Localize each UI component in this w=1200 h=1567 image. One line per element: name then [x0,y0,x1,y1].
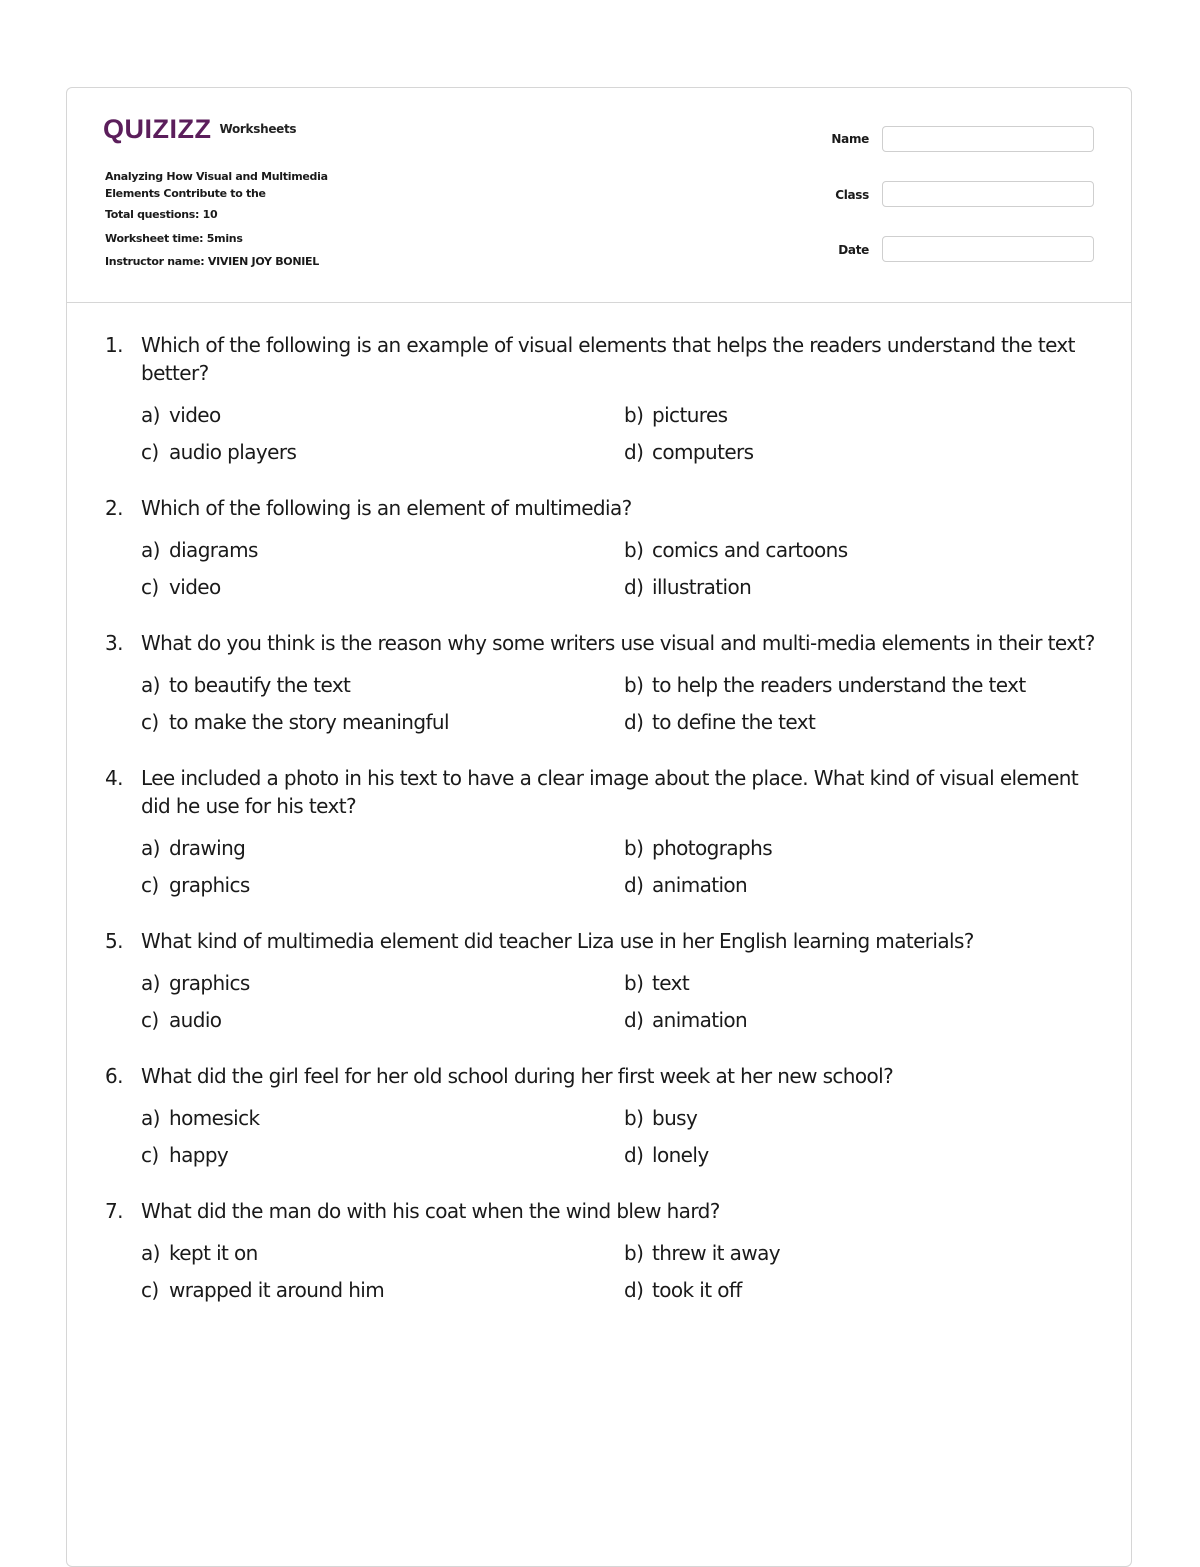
class-label: Class [835,188,869,202]
answer-options [141,969,1095,1034]
brand-subtitle: Worksheets [219,122,297,136]
class-field[interactable] [882,181,1094,207]
option-text: drawing [169,836,246,860]
total-questions: Total questions: 10 [105,208,218,221]
option-text: threw it away [652,1241,780,1265]
brand [103,114,296,144]
name-label: Name [831,132,869,146]
option-text: took it off [652,1278,742,1302]
question-6 [105,1062,1095,1169]
option-letter: d) [624,873,644,897]
option-letter: d) [624,1008,644,1032]
option-text: computers [652,440,754,464]
option-text: diagrams [169,538,258,562]
option-d[interactable] [624,871,1095,899]
option-letter: a) [141,971,160,995]
option-letter: a) [141,836,160,860]
question-text: Lee included a photo in his text to have a clear image about the place. What kind of visual element did he use for his text? [141,766,1079,818]
option-letter: d) [624,575,644,599]
option-letter: c) [141,710,159,734]
option-a[interactable] [141,401,624,429]
question-list [105,331,1095,1332]
option-letter: a) [141,538,160,562]
option-text: animation [652,873,748,897]
option-text: text [652,971,690,995]
option-letter: b) [624,836,644,860]
option-d[interactable] [624,708,1095,736]
option-c[interactable] [141,573,624,601]
option-d[interactable] [624,1276,1095,1304]
option-letter: b) [624,971,644,995]
option-a[interactable] [141,969,624,997]
option-d[interactable] [624,1006,1095,1034]
option-letter: c) [141,1008,159,1032]
worksheet-title: Analyzing How Visual and Multimedia Elements Contribute to the [105,170,328,200]
option-a[interactable] [141,671,624,699]
question-number: 7. [105,1199,123,1223]
question-text: What kind of multimedia element did teacher Liza use in her English learning materials? [141,929,974,953]
option-letter: d) [624,710,644,734]
option-letter: b) [624,403,644,427]
answer-options [141,536,1095,601]
option-letter: a) [141,1241,160,1265]
option-b[interactable] [624,536,1095,564]
question-1 [105,331,1095,466]
option-letter: d) [624,1278,644,1302]
option-letter: b) [624,673,644,697]
answer-options [141,1239,1095,1304]
question-4 [105,764,1095,899]
question-number: 2. [105,496,123,520]
option-text: video [169,403,221,427]
question-number: 3. [105,631,123,655]
question-2 [105,494,1095,601]
answer-options [141,671,1095,736]
option-c[interactable] [141,438,624,466]
answer-options [141,834,1095,899]
option-letter: d) [624,440,644,464]
instructor-name: Instructor name: VIVIEN JOY BONIEL [105,255,319,268]
option-d[interactable] [624,1141,1095,1169]
question-3 [105,629,1095,736]
option-text: animation [652,1008,748,1032]
option-text: illustration [652,575,752,599]
question-number: 5. [105,929,123,953]
option-text: kept it on [169,1241,258,1265]
option-letter: c) [141,575,159,599]
option-c[interactable] [141,708,624,736]
option-letter: c) [141,440,159,464]
option-letter: b) [624,1241,644,1265]
option-text: pictures [652,403,728,427]
question-text: What did the man do with his coat when the wind blew hard? [141,1199,720,1223]
option-d[interactable] [624,438,1095,466]
option-text: happy [169,1143,229,1167]
question-7 [105,1197,1095,1304]
option-letter: a) [141,673,160,697]
option-text: video [169,575,221,599]
date-field[interactable] [882,236,1094,262]
date-label: Date [838,243,869,257]
option-letter: a) [141,1106,160,1130]
option-text: to beautify the text [169,673,351,697]
option-b[interactable] [624,834,1095,862]
quizizz-logo: QUIZIZZ [103,114,212,144]
option-a[interactable] [141,536,624,564]
question-5 [105,927,1095,1034]
question-number: 4. [105,766,123,790]
option-c[interactable] [141,1141,624,1169]
option-letter: c) [141,1278,159,1302]
option-text: photographs [652,836,773,860]
option-b[interactable] [624,671,1095,699]
question-text: Which of the following is an element of multimedia? [141,496,632,520]
option-b[interactable] [624,1239,1095,1267]
option-c[interactable] [141,1276,624,1304]
option-text: to help the readers understand the text [652,673,1026,697]
option-c[interactable] [141,871,624,899]
question-number: 6. [105,1064,123,1088]
option-text: lonely [652,1143,709,1167]
option-text: busy [652,1106,698,1130]
option-a[interactable] [141,834,624,862]
option-a[interactable] [141,1239,624,1267]
option-text: audio players [169,440,297,464]
worksheet-header [67,88,1131,303]
question-text: Which of the following is an example of visual elements that helps the readers understand the text better? [141,333,1075,385]
option-b[interactable] [624,1104,1095,1132]
option-letter: d) [624,1143,644,1167]
option-text: graphics [169,971,250,995]
question-number: 1. [105,333,123,357]
answer-options [141,1104,1095,1169]
worksheet-time: Worksheet time: 5mins [105,232,243,245]
option-letter: c) [141,1143,159,1167]
question-text: What do you think is the reason why some writers use visual and multi-media elements in their text? [141,631,1095,655]
option-text: wrapped it around him [169,1278,385,1302]
option-text: graphics [169,873,250,897]
answer-options [141,401,1095,466]
option-b[interactable] [624,401,1095,429]
option-letter: b) [624,538,644,562]
option-text: to define the text [652,710,816,734]
option-text: homesick [169,1106,260,1130]
option-d[interactable] [624,573,1095,601]
option-c[interactable] [141,1006,624,1034]
name-field[interactable] [882,126,1094,152]
option-b[interactable] [624,969,1095,997]
worksheet-page [66,87,1132,1567]
option-text: to make the story meaningful [169,710,449,734]
option-text: comics and cartoons [652,538,848,562]
option-letter: c) [141,873,159,897]
option-text: audio [169,1008,222,1032]
option-a[interactable] [141,1104,624,1132]
option-letter: b) [624,1106,644,1130]
question-text: What did the girl feel for her old school during her first week at her new school? [141,1064,894,1088]
option-letter: a) [141,403,160,427]
